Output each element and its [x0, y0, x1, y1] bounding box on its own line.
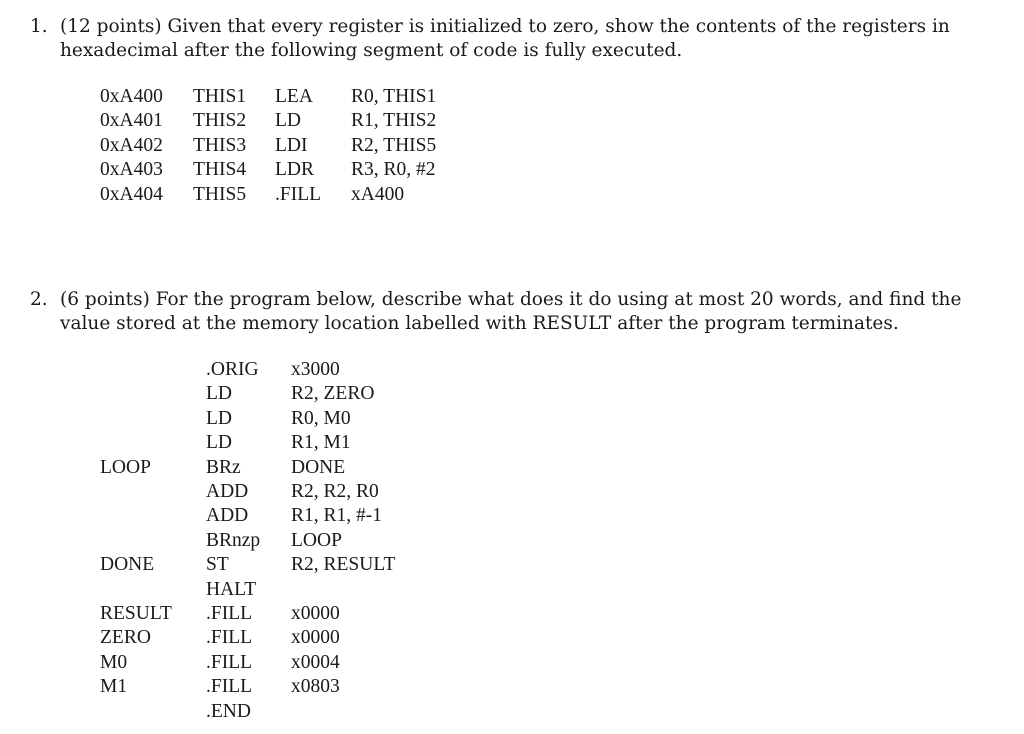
code-operands: R3, R0, #2 [351, 159, 436, 181]
code-label: THIS3 [193, 134, 247, 156]
code-operands: R0, THIS1 [351, 86, 437, 107]
code-operands: R1, M1 [291, 432, 351, 454]
code-line [100, 382, 395, 406]
problem-1-number: 1. [30, 16, 48, 37]
code-opcode: LD [275, 110, 301, 132]
code-line [100, 431, 395, 455]
code-opcode: BRz [206, 456, 241, 478]
problem-1-text: (12 points) Given that every register is initialized to zero, show the contents of the registers in hexadecimal after the following segment of code is fully executed. [60, 16, 950, 61]
code-opcode: LEA [275, 86, 313, 107]
code-opcode: LDR [275, 159, 314, 181]
code-label: THIS5 [193, 183, 247, 205]
code-line [100, 578, 395, 602]
problem-2-statement [30, 288, 984, 336]
code-label [100, 578, 206, 602]
code-label [100, 480, 206, 504]
code-line [100, 700, 395, 724]
code-operands: R2, THIS5 [351, 134, 437, 156]
code-label [100, 504, 206, 528]
code-opcode: BRnzp [206, 529, 261, 551]
code-label: RESULT [100, 603, 172, 625]
code-line [100, 602, 395, 626]
code-opcode: .ORIG [206, 359, 259, 380]
code-operands: R2, RESULT [291, 554, 396, 576]
code-operands [291, 700, 395, 724]
problem-2-number: 2. [30, 289, 48, 310]
code-line [100, 407, 395, 431]
code-opcode: LDI [275, 134, 308, 156]
code-opcode: ST [206, 554, 229, 576]
code-line [100, 480, 395, 504]
code-opcode: LD [206, 383, 232, 405]
code-opcode: .FILL [275, 183, 322, 205]
code-operands: x0004 [291, 651, 340, 673]
code-operands: x0000 [291, 603, 340, 625]
code-opcode: .END [206, 700, 251, 722]
code-label: M1 [100, 676, 128, 698]
code-operands: LOOP [291, 529, 342, 551]
code-opcode: ADD [206, 481, 249, 503]
code-operands: x3000 [291, 359, 340, 380]
code-operands: xA400 [351, 183, 405, 205]
code-operands: R0, M0 [291, 407, 351, 429]
code-line [100, 626, 395, 650]
code-opcode: .FILL [206, 627, 253, 649]
code-label [100, 407, 206, 431]
code-line [100, 134, 436, 158]
code-opcode: HALT [206, 578, 257, 600]
code-address: 0xA402 [100, 134, 163, 156]
problem-1-code-listing [100, 85, 436, 207]
code-opcode: ADD [206, 505, 249, 527]
code-operands: R1, R1, #-1 [291, 505, 383, 527]
code-line [100, 85, 436, 109]
code-label [100, 358, 206, 382]
code-label: M0 [100, 651, 128, 673]
code-address: 0xA404 [100, 183, 163, 205]
code-label: THIS4 [193, 159, 247, 181]
problem-2-code-listing [100, 358, 395, 724]
code-address: 0xA401 [100, 110, 163, 132]
code-line [100, 109, 436, 133]
problem-1 [30, 15, 984, 63]
code-label: THIS1 [193, 86, 247, 107]
code-line [100, 553, 395, 577]
code-label: LOOP [100, 456, 151, 478]
code-line [100, 456, 395, 480]
code-operands: R2, R2, R0 [291, 481, 379, 503]
code-operands: R2, ZERO [291, 383, 375, 405]
code-operands: x0000 [291, 627, 340, 649]
code-operands: DONE [291, 456, 346, 478]
code-label [100, 431, 206, 455]
code-label: THIS2 [193, 110, 247, 132]
code-line [100, 651, 395, 675]
problem-2-text: (6 points) For the program below, describe what does it do using at most 20 words, and find the value stored at the memory location labelled with RESULT after the program terminates. [60, 289, 962, 334]
code-label [100, 529, 206, 553]
code-line [100, 529, 395, 553]
code-opcode: .FILL [206, 651, 253, 673]
problem-2 [30, 288, 984, 336]
code-line [100, 358, 395, 382]
code-operands: x0803 [291, 676, 340, 698]
code-operands: R1, THIS2 [351, 110, 437, 132]
code-line [100, 183, 436, 207]
code-address: 0xA400 [100, 86, 163, 107]
code-label [100, 700, 206, 724]
code-operands [291, 578, 395, 602]
code-line [100, 675, 395, 699]
code-address: 0xA403 [100, 159, 163, 181]
code-line [100, 504, 395, 528]
code-label: DONE [100, 554, 155, 576]
code-opcode: .FILL [206, 603, 253, 625]
code-opcode: LD [206, 407, 232, 429]
code-opcode: LD [206, 432, 232, 454]
code-label [100, 382, 206, 406]
code-opcode: .FILL [206, 676, 253, 698]
code-line [100, 158, 436, 182]
problem-1-statement [30, 15, 984, 63]
code-label: ZERO [100, 627, 151, 649]
